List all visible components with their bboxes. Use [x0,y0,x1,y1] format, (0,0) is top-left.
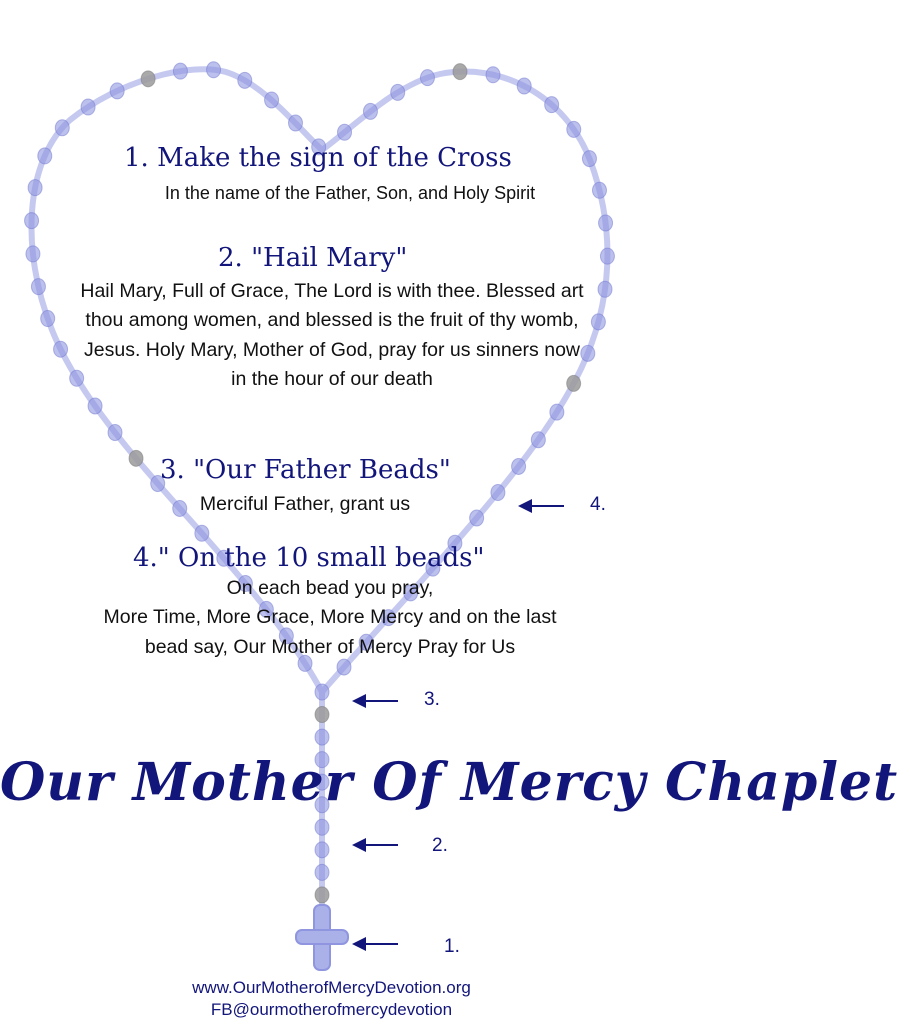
bead [28,180,42,196]
step-2-line-2: thou among women, and blessed is the fruit of thy womb, [85,309,579,332]
bead [567,121,581,137]
step-3-body: Merciful Father, grant us [199,493,411,515]
crucifix [296,905,348,970]
bead [207,62,221,78]
step-3-title: 3. "Our Father Beads" [160,455,451,485]
bead [517,78,531,94]
bead [315,684,329,700]
bead [265,92,279,108]
bead [550,404,564,420]
bead [38,148,52,164]
arrow-left-icon [518,496,564,516]
bead [88,398,102,414]
marker-2-label: 2. [432,835,448,856]
arrow-left-icon [352,835,398,855]
bead [420,70,434,86]
step-1-title: 1. Make the sign of the Cross [124,143,512,173]
gray-bead [315,707,329,723]
bead [26,246,40,262]
arrow-left-icon [352,934,398,954]
gray-bead [315,887,329,903]
arrow-left-icon [352,691,398,711]
bead [110,83,124,99]
marker-1-label: 1. [444,936,460,957]
bead [486,67,500,83]
bead [531,432,545,448]
step-4-line-3: bead say, Our Mother of Mercy Pray for Us [144,635,516,658]
step-1-body: In the name of the Father, Son, and Holy Spirit [164,183,536,203]
bead [600,248,614,264]
marker-4-label: 4. [590,494,606,515]
step-4-title: 4." On the 10 small beads" [133,543,485,573]
step-2-line-3: Jesus. Holy Mary, Mother of God, pray for us sinners now [84,338,580,361]
bead [315,842,329,858]
bead [315,864,329,880]
bead [599,215,613,231]
bead [391,84,405,100]
bead [315,729,329,745]
footer-website[interactable]: www.OurMotherofMercyDevotion.org [192,978,471,997]
step-2-body [12,277,652,394]
bead [363,103,377,119]
bead [288,115,302,131]
bead [238,72,252,88]
bead [338,124,352,140]
bead [108,425,122,441]
bead [491,484,505,500]
step-2-title: 2. "Hail Mary" [218,243,408,273]
marker-3-label: 3. [424,689,440,710]
bead [315,819,329,835]
bead [25,213,39,229]
bead [512,458,526,474]
gray-bead [453,64,467,80]
footer-facebook[interactable]: FB@ourmotherofmercydevotion [210,1000,453,1019]
step-4-line-2: More Time, More Grace, More Mercy and on the last [103,606,557,629]
bead [195,525,209,541]
step-2-line-1: Hail Mary, Full of Grace, The Lord is with thee. Blessed art [80,280,584,302]
step-4-body [40,574,620,662]
bead [55,120,69,136]
bead [545,97,559,113]
bead [582,151,596,167]
chaplet-title: Our Mother Of Mercy Chaplet [0,752,898,813]
step-4-line-1: On each bead you pray, [226,577,434,599]
bead [81,99,95,115]
gray-bead [129,450,143,466]
step-2-line-4: in the hour of our death [231,367,433,390]
gray-bead [141,71,155,87]
bead [173,63,187,79]
